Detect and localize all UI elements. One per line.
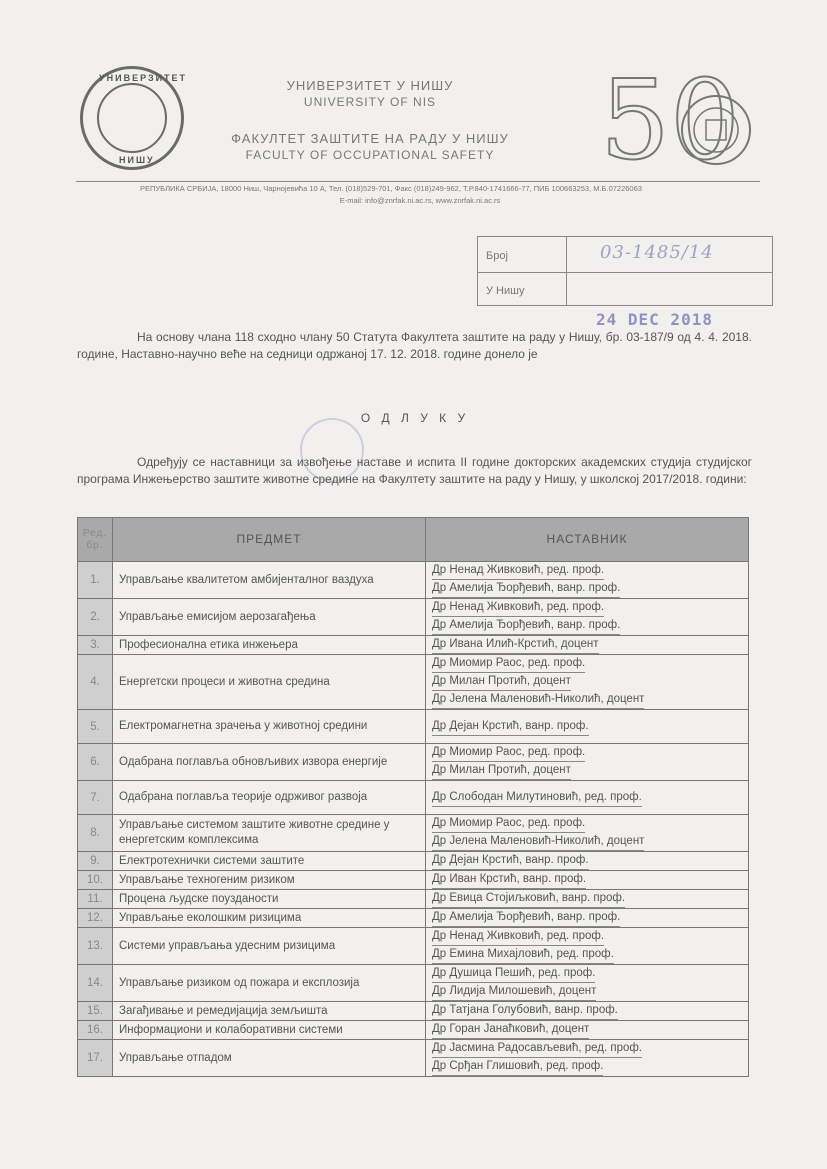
teacher-name: Др Емина Михајловић, ред. проф. bbox=[432, 946, 614, 964]
subject-cell: Електромагнетна зрачења у животној средини bbox=[113, 710, 426, 744]
teacher-name: Др Миомир Раос, ред. проф. bbox=[432, 815, 585, 833]
teacher-name: Др Ненад Живковић, ред. проф. bbox=[432, 562, 604, 580]
table-row bbox=[78, 744, 749, 781]
header-divider bbox=[76, 181, 760, 182]
teacher-cell bbox=[426, 655, 749, 710]
teacher-cell bbox=[426, 1021, 749, 1040]
row-number: 6. bbox=[78, 744, 113, 781]
subject-cell: Управљање емисијом аерозагађења bbox=[113, 599, 426, 636]
teacher-name: Др Ненад Живковић, ред. проф. bbox=[432, 599, 604, 617]
teacher-cell bbox=[426, 710, 749, 744]
teacher-name: Др Амелија Ђорђевић, ванр. проф. bbox=[432, 580, 620, 598]
teacher-name: Др Дејан Крстић, ванр. проф. bbox=[432, 718, 589, 736]
row-number: 2. bbox=[78, 599, 113, 636]
table-row bbox=[78, 1021, 749, 1040]
table-row bbox=[78, 562, 749, 599]
table-row bbox=[78, 636, 749, 655]
subject-cell: Одабрана поглавља теорије одрживог развоја bbox=[113, 781, 426, 815]
teacher-cell bbox=[426, 1002, 749, 1021]
teacher-name: Др Иван Крстић, ванр. проф. bbox=[432, 871, 586, 889]
subject-cell: Информациони и колаборативни системи bbox=[113, 1021, 426, 1040]
teacher-name: Др Амелија Ђорђевић, ванр. проф. bbox=[432, 909, 620, 927]
teacher-name: Др Милан Протић, доцент bbox=[432, 673, 571, 691]
teacher-name: Др Амелија Ђорђевић, ванр. проф. bbox=[432, 617, 620, 635]
table-row bbox=[78, 928, 749, 965]
table-row bbox=[78, 781, 749, 815]
subject-cell: Управљање квалитетом амбијенталног ваздуха bbox=[113, 562, 426, 599]
teacher-name: Др Јелена Маленовић-Николић, доцент bbox=[432, 833, 644, 851]
seal-inner-ring bbox=[97, 83, 167, 153]
table-row bbox=[78, 890, 749, 909]
teacher-cell bbox=[426, 871, 749, 890]
date-stamp: 24 DEC 2018 bbox=[596, 310, 713, 329]
row-number: 3. bbox=[78, 636, 113, 655]
teacher-cell bbox=[426, 636, 749, 655]
number-value: 03-1485/14 bbox=[600, 242, 714, 263]
teacher-cell bbox=[426, 599, 749, 636]
teacher-name: Др Татјана Голубовић, ванр. проф. bbox=[432, 1002, 618, 1020]
decision-paragraph: Одређују се наставници за извођење наставе и испита II године докторских академских студија студијског програма Инжењерство заштите животне средине на Факултету заштите на раду у Нишу, у школској 2017/2018. години: bbox=[77, 455, 752, 486]
teacher-cell bbox=[426, 815, 749, 852]
table-row bbox=[78, 871, 749, 890]
row-number: 16. bbox=[78, 1021, 113, 1040]
teachers-table bbox=[77, 517, 749, 1077]
row-number: 1. bbox=[78, 562, 113, 599]
row-number: 5. bbox=[78, 710, 113, 744]
table-row bbox=[78, 815, 749, 852]
subject-cell: Професионална етика инжењера bbox=[113, 636, 426, 655]
table-row bbox=[78, 909, 749, 928]
teacher-cell bbox=[426, 744, 749, 781]
reference-number-row bbox=[478, 237, 772, 273]
teacher-cell bbox=[426, 909, 749, 928]
fifty-years-logo bbox=[570, 58, 760, 178]
table-row bbox=[78, 599, 749, 636]
number-label: Број bbox=[486, 250, 508, 262]
table-row bbox=[78, 655, 749, 710]
email-line: E-mail: info@znrfak.ni.ac.rs, www.znrfak.ni.ac.rs bbox=[339, 196, 501, 205]
teacher-cell bbox=[426, 965, 749, 1002]
row-number: 17. bbox=[78, 1040, 113, 1077]
seal-top-text: УНИВЕРЗИТЕТ bbox=[99, 73, 188, 83]
university-name-lat: UNIVERSITY OF NIS bbox=[303, 95, 437, 109]
subject-cell: Управљање техногеним ризиком bbox=[113, 871, 426, 890]
subject-cell: Електротехнички системи заштите bbox=[113, 852, 426, 871]
logo-number: 50 bbox=[600, 58, 740, 178]
teacher-cell bbox=[426, 852, 749, 871]
teacher-name: Др Евица Стојиљковић, ванр. проф. bbox=[432, 890, 625, 908]
row-number: 13. bbox=[78, 928, 113, 965]
col-header-number: Ред. бр. bbox=[78, 518, 113, 562]
subject-cell: Управљање еколошким ризицима bbox=[113, 909, 426, 928]
table-header-row bbox=[78, 518, 749, 562]
teacher-cell bbox=[426, 928, 749, 965]
table-row bbox=[78, 1040, 749, 1077]
subject-cell: Процена људске поузданости bbox=[113, 890, 426, 909]
row-number: 7. bbox=[78, 781, 113, 815]
table-row bbox=[78, 852, 749, 871]
row-number: 10. bbox=[78, 871, 113, 890]
row-number: 9. bbox=[78, 852, 113, 871]
teacher-name: Др Душица Пешић, ред. проф. bbox=[432, 965, 595, 983]
teacher-name: Др Лидија Милошевић, доцент bbox=[432, 983, 596, 1001]
table-row bbox=[78, 1002, 749, 1021]
teacher-cell bbox=[426, 781, 749, 815]
teacher-cell bbox=[426, 1040, 749, 1077]
address-line: РЕПУБЛИКА СРБИЈА, 18000 Ниш, Чарнојевића 10 А, Тел. (018)529-701, Факс (018)249-962, Т.Р.840-1741666-77, ПИБ 100663253, М.Б.07226063 bbox=[140, 184, 642, 193]
teacher-name: Др Ненад Живковић, ред. проф. bbox=[432, 928, 604, 946]
subject-cell: Одабрана поглавља обновљивих извора енергије bbox=[113, 744, 426, 781]
place-label: У Нишу bbox=[486, 285, 525, 297]
row-number: 4. bbox=[78, 655, 113, 710]
teacher-name: Др Јелена Маленовић-Николић, доцент bbox=[432, 691, 644, 709]
subject-cell: Управљање системом заштите животне средине у енергетским комплексима bbox=[113, 815, 426, 852]
letterhead bbox=[180, 78, 560, 162]
teacher-name: Др Ивана Илић-Крстић, доцент bbox=[432, 636, 599, 654]
row-number: 14. bbox=[78, 965, 113, 1002]
teacher-name: Др Дејан Крстић, ванр. проф. bbox=[432, 852, 589, 870]
seal-bottom-text: НИШУ bbox=[119, 155, 155, 165]
faculty-name-lat: FACULTY OF OCCUPATIONAL SAFETY bbox=[245, 148, 495, 162]
teacher-cell bbox=[426, 562, 749, 599]
col-header-subject: ПРЕДМЕТ bbox=[113, 518, 426, 562]
table-body bbox=[78, 562, 749, 1077]
teacher-cell bbox=[426, 890, 749, 909]
table-row bbox=[78, 710, 749, 744]
university-name-cyr: УНИВЕРЗИТЕТ У НИШУ bbox=[286, 78, 454, 93]
reference-divider bbox=[566, 237, 567, 305]
subject-cell: Системи управљања удесним ризицима bbox=[113, 928, 426, 965]
subject-cell: Енергетски процеси и животна средина bbox=[113, 655, 426, 710]
teacher-name: Др Срђан Глишовић, ред. проф. bbox=[432, 1058, 603, 1076]
teacher-name: Др Јасмина Радосављевић, ред. проф. bbox=[432, 1040, 642, 1058]
teacher-name: Др Горан Јанаћковић, доцент bbox=[432, 1021, 589, 1039]
row-number: 12. bbox=[78, 909, 113, 928]
table-row bbox=[78, 965, 749, 1002]
row-number: 11. bbox=[78, 890, 113, 909]
university-seal bbox=[80, 66, 188, 170]
subject-cell: Управљање ризиком од пожара и експлозија bbox=[113, 965, 426, 1002]
reference-box bbox=[477, 236, 773, 329]
teacher-name: Др Миомир Раос, ред. проф. bbox=[432, 655, 585, 673]
teacher-name: Др Милан Протић, доцент bbox=[432, 762, 571, 780]
subject-cell: Загађивање и ремедијација земљишта bbox=[113, 1002, 426, 1021]
document-title: О Д Л У К У bbox=[360, 411, 470, 425]
row-number: 15. bbox=[78, 1002, 113, 1021]
intro-paragraph: На основу члана 118 сходно члану 50 Статута Факултета заштите на раду у Нишу, бр. 03-187/9 од 4. 4. 2018. године, Наставно-научно веће на седници одржаној 17. 12. 2018. године донело је bbox=[77, 330, 752, 361]
teacher-name: Др Слободан Милутиновић, ред. проф. bbox=[432, 789, 642, 807]
teacher-name: Др Миомир Раос, ред. проф. bbox=[432, 744, 585, 762]
col-header-teacher: НАСТАВНИК bbox=[426, 518, 749, 562]
reference-date-row bbox=[478, 272, 772, 329]
subject-cell: Управљање отпадом bbox=[113, 1040, 426, 1077]
row-number: 8. bbox=[78, 815, 113, 852]
faculty-name-cyr: ФАКУЛТЕТ ЗАШТИТЕ НА РАДУ У НИШУ bbox=[231, 131, 509, 146]
